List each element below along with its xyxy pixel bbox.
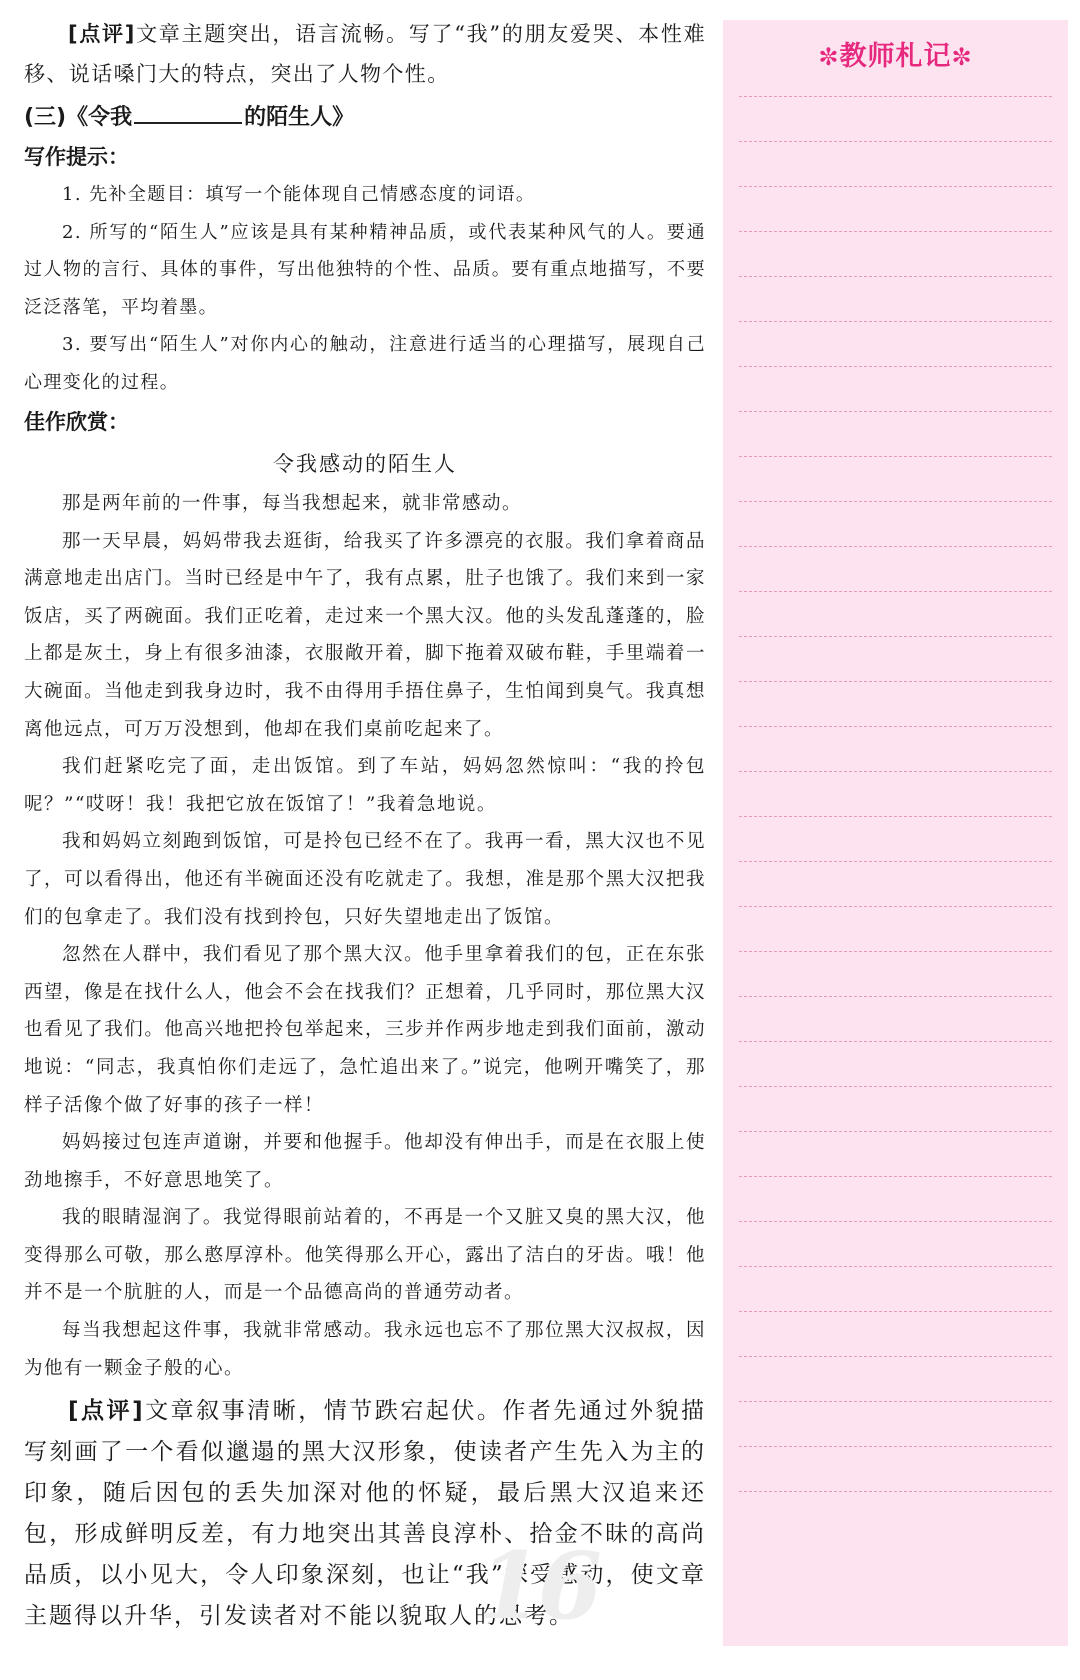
note-line (739, 1176, 1052, 1177)
note-line (739, 771, 1052, 772)
essay-paragraph: 我和妈妈立刻跑到饭馆，可是拎包已经不在了。我再一看，黑大汉也不见了，可以看得出，他还有半碗面还没有吃就走了。我想，准是那个黑大汉把我们的包拿走了。我们没有找到拎包，只好失望地走出了饭馆。 (24, 831, 706, 928)
note-line (739, 1356, 1052, 1357)
review-text: 文章叙事清晰，情节跌宕起伏。作者先通过外貌描写刻画了一个看似邋遢的黑大汉形象，使读者产生先入为主的印象，随后因包的丢失加深对他的怀疑，最后黑大汉追来还包，形成鲜明反差，有力地突出其善良淳朴、拾金不昧的高尚品质，以小见大，令人印象深刻，也让“我”深受感动，使文章主题得以升华，引发读者对不能以貌取人的思考。 (24, 1398, 707, 1630)
note-line (739, 951, 1052, 952)
flower-icon: ✼ (818, 43, 840, 71)
essay-paragraph: 我的眼睛湿润了。我觉得眼前站着的，不再是一个又脏又臭的黑大汉，他变得那么可敬，那么憨厚淳朴。他笑得那么开心，露出了洁白的牙齿。哦！他并不是一个肮脏的人，而是一个品德高尚的普通劳动者。 (24, 1207, 706, 1304)
note-line (739, 861, 1052, 862)
note-line (739, 501, 1052, 502)
note-line (739, 906, 1052, 907)
essay-paragraph: 那一天早晨，妈妈带我去逛街，给我买了许多漂亮的衣服。我们拿着商品满意地走出店门。当时已经是中午了，我有点累，肚子也饿了。我们来到一家饭店，买了两碗面。我们正吃着，走过来一个黑大汉。他的头发乱蓬蓬的，脸上都是灰土，身上有很多油漆，衣服敞开着，脚下拖着双破布鞋，手里端着一大碗面。当他走到我身边时，我不由得用手捂住鼻子，生怕闻到臭气。我真想离他远点，可万万没想到，他却在我们桌前吃起来了。 (24, 530, 706, 740)
flower-icon: ✼ (951, 43, 973, 71)
note-line (739, 1446, 1052, 1447)
essay-paragraph: 那是两年前的一件事，每当我想起来，就非常感动。 (62, 493, 523, 514)
essay-paragraph: 我们赶紧吃完了面，走出饭馆。到了车站，妈妈忽然惊叫：“我的拎包呢？”“哎呀！我！我把它放在饭馆了！”我着急地说。 (24, 756, 706, 815)
note-line (739, 366, 1052, 367)
note-line (739, 141, 1052, 142)
main-content (24, 14, 706, 1637)
essay-title: 令我感动的陌生人 (273, 452, 457, 476)
title-blank (134, 100, 242, 124)
tip-item: 2. 所写的“陌生人”应该是具有某种精神品质，或代表某种风气的人。要通过人物的言行、具体的事件，写出他独特的个性、品质。要有重点地描写，不要泛泛落笔，平均着墨。 (24, 221, 706, 318)
note-line (739, 591, 1052, 592)
note-line (739, 1266, 1052, 1267)
note-line (739, 996, 1052, 997)
tips-heading: 写作提示： (24, 145, 129, 169)
note-line (739, 1401, 1052, 1402)
appreciation-heading: 佳作欣赏： (24, 410, 129, 434)
note-line (739, 186, 1052, 187)
note-line (739, 636, 1052, 637)
review-label: [点评] (68, 1398, 145, 1425)
note-line (739, 96, 1052, 97)
note-line (739, 321, 1052, 322)
note-line (739, 1221, 1052, 1222)
page-number: 16 (478, 1532, 599, 1640)
note-line (739, 816, 1052, 817)
bottom-review (24, 1391, 706, 1637)
essay-paragraph: 妈妈接过包连声道谢，并要和他握手。他却没有伸出手，而是在衣服上使劲地擦手，不好意思地笑了。 (24, 1132, 706, 1191)
tip-item: 1. 先补全题目：填写一个能体现自己情感态度的词语。 (62, 184, 536, 205)
teacher-notes-panel (723, 20, 1068, 1646)
note-line (739, 276, 1052, 277)
note-line (739, 681, 1052, 682)
top-review (24, 14, 706, 94)
note-line (739, 411, 1052, 412)
note-line (739, 1311, 1052, 1312)
essay-paragraph: 每当我想起这件事，我就非常感动。我永远也忘不了那位黑大汉叔叔，因为他有一颗金子般的心。 (24, 1320, 706, 1379)
review-text: 文章主题突出，语言流畅。写了“我”的朋友爱哭、本性难移、说话嗓门大的特点，突出了人物个性。 (24, 22, 706, 86)
review-label: [点评] (68, 22, 136, 46)
section-title-suffix: 的陌生人》 (244, 105, 355, 130)
note-line (739, 231, 1052, 232)
essay-paragraph: 忽然在人群中，我们看见了那个黑大汉。他手里拿着我们的包，正在东张西望，像是在找什么人，他会不会在找我们？正想着，几乎同时，那位黑大汉也看见了我们。他高兴地把拎包举起来，三步并作两步地走到我们面前，激动地说：“同志，我真怕你们走远了，急忙追出来了。”说完，他咧开嘴笑了，那样子活像个做了好事的孩子一样！ (24, 944, 706, 1116)
notes-title (723, 34, 1068, 73)
section-title (24, 98, 706, 138)
note-line (739, 726, 1052, 727)
note-line (739, 1086, 1052, 1087)
notes-title-text: 教师札记 (839, 41, 952, 72)
note-line (739, 456, 1052, 457)
note-line (739, 546, 1052, 547)
note-line (739, 1041, 1052, 1042)
tip-item: 3. 要写出“陌生人”对你内心的触动，注意进行适当的心理描写，展现自己心理变化的过程。 (24, 334, 706, 393)
note-line (739, 1491, 1052, 1492)
note-line (739, 1131, 1052, 1132)
section-title-prefix: (三)《令我 (24, 105, 133, 130)
